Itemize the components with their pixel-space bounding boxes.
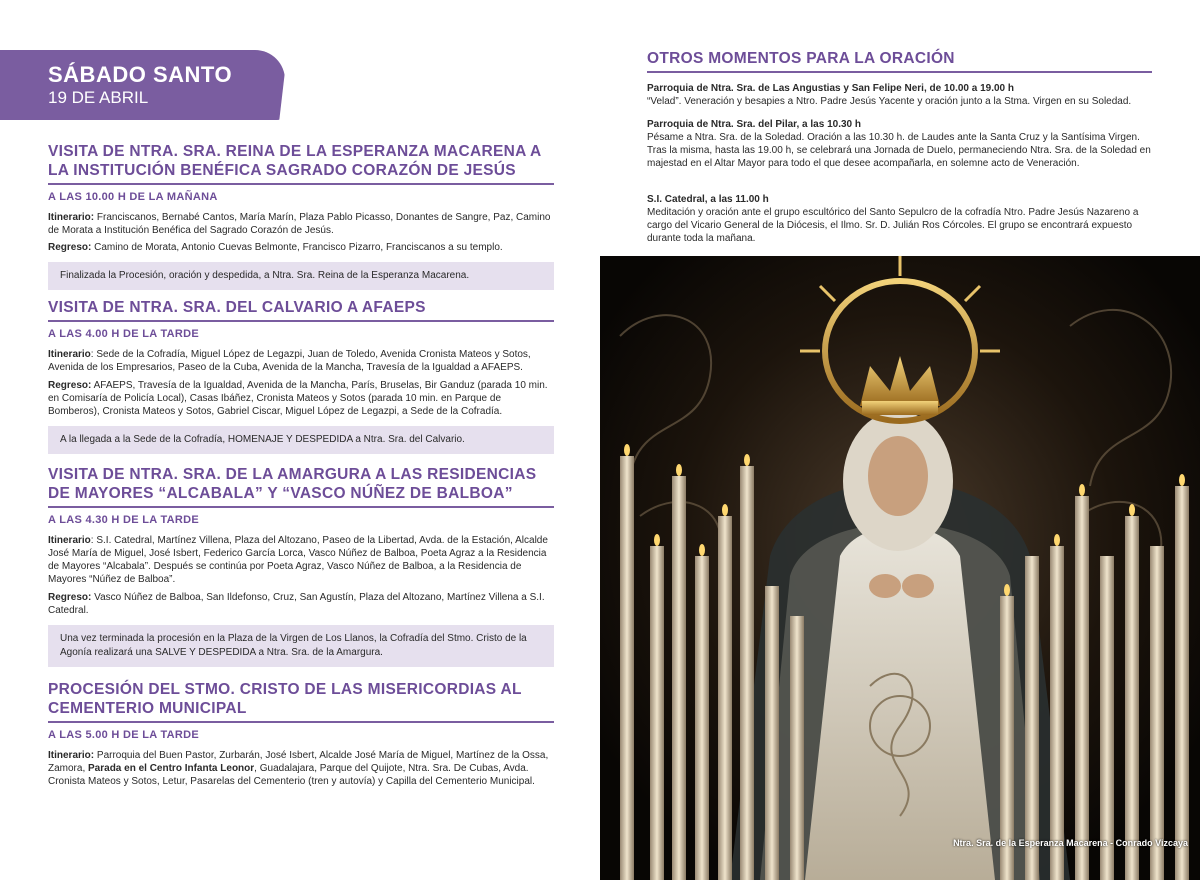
prayer-item: [647, 193, 1152, 245]
prayer-item: [647, 82, 1152, 108]
section-note: Finalizada la Procesión, oración y despedida, a Ntra. Sra. Reina de la Esperanza Macarena.: [48, 262, 554, 290]
otros-heading: OTROS MOMENTOS PARA LA ORACIÓN: [647, 50, 1152, 73]
section-time: A LAS 10.00 H DE LA MAÑANA: [48, 191, 218, 203]
prayer-item-title: Parroquia de Ntra. Sra. del Pilar, a las 10.30 h: [647, 119, 861, 130]
prayer-item-text: “Velad”. Veneración y besapies a Ntro. Padre Jesús Yacente y oración junto a la Stma. Virgen en su Soledad.: [647, 96, 1132, 107]
section-calvario: [48, 298, 554, 454]
return-route: Regreso: Camino de Morata, Antonio Cuevas Belmonte, Francisco Pizarro, Franciscanos a su templo.: [48, 242, 503, 253]
section-time: A LAS 4.30 H DE LA TARDE: [48, 514, 200, 526]
prayer-item-title: Parroquia de Ntra. Sra. de Las Angustias y San Felipe Neri, de 10.00 a 19.00 h: [647, 83, 1014, 94]
photo-caption: Ntra. Sra. de la Esperanza Macarena - Conrado Vizcaya: [953, 838, 1188, 848]
prayer-item-title: S.I. Catedral, a las 11.00 h: [647, 194, 769, 205]
section-note: A la llegada a la Sede de la Cofradía, HOMENAJE Y DESPEDIDA a Ntra. Sra. del Calvario.: [48, 426, 554, 454]
itinerary: Itinerario: S.I. Catedral, Martínez Villena, Plaza del Altozano, Paseo de la Libertad, Avda. de la Estación, Alcalde José María de Miguel, José Isbert, Federico García Lorca, Vasco Núñez de Balboa, Poeta Agraz a la Residencia de Mayores “Alcabala”. Después se continúa por Poeta Agraz, Vasco Núñez de Balboa, a la Residencia de Mayores “Núñez de Balboa”.: [48, 535, 548, 585]
section-title: VISITA DE NTRA. SRA. DE LA AMARGURA A LAS RESIDENCIAS DE MAYORES “ALCABALA” Y “VASCO NÚÑEZ DE BALBOA”: [48, 465, 554, 508]
day-title: SÁBADO SANTO: [48, 62, 233, 87]
prayer-item-text: Pésame a Ntra. Sra. de la Soledad. Oración a las 10.30 h. de Laudes ante la Santa Cruz y la Santísima Virgen. Tras la misma, hasta las 19.00 h, se celebrará una Jornada de Duelo, permaneciendo Ntra. Sra. de la Soledad en majestad en el Altar Mayor para todo el que desee acompañarla, en solemne acto de Veneración.: [647, 132, 1151, 169]
return-route: Regreso: AFAEPS, Travesía de la Igualdad, Avenida de la Mancha, París, Bruselas, Bir Ganduz (parada 10 min. en Comisaría de Policía Local), Casas Ibáñez, Cronista Mateos y Sotos (parada 10 min. en Parque de Bomberos), Cronista Mateos y Sotos, Gabriel Ciscar, Miguel López de Legazpi, a Sede de la Cofradía.: [48, 380, 548, 417]
section-note: Una vez terminada la procesión en la Plaza de la Virgen de Los Llanos, la Cofradía del Stmo. Cristo de la Agonía realizará una SALVE Y DESPEDIDA a Ntra. Sra. de la Amargura.: [48, 625, 554, 667]
section-title: VISITA DE NTRA. SRA. REINA DE LA ESPERANZA MACARENA A LA INSTITUCIÓN BENÉFICA SAGRADO CORAZÓN DE JESÚS: [48, 142, 554, 185]
itinerary: Itinerario: Parroquia del Buen Pastor, Zurbarán, José Isbert, Alcalde José María de Miguel, Martínez de la Ossa, Zamora, Parada en el Centro Infanta Leonor, Guadalajara, Parque del Quijote, Ntra. Sra. De Cubas, Avda. Cronista Mateos y Sotos, Letur, Pasarelas del Cementerio (tren y autovía) y Capilla del Cementerio Municipal.: [48, 750, 549, 787]
section-time: A LAS 5.00 H DE LA TARDE: [48, 729, 200, 741]
prayer-item: [647, 118, 1152, 170]
section-title: PROCESIÓN DEL STMO. CRISTO DE LAS MISERICORDIAS AL CEMENTERIO MUNICIPAL: [48, 680, 554, 723]
prayer-item-text: Meditación y oración ante el grupo escultórico del Santo Sepulcro de la cofradía Ntro. Padre Jesús Nazareno a cargo del Vicario General de la Diócesis, el Ilmo. Sr. D. Julián Ros Córcoles. El grupo se encontrará expuesto durante toda la mañana.: [647, 207, 1139, 244]
section-amargura: [48, 465, 554, 667]
section-time: A LAS 4.00 H DE LA TARDE: [48, 328, 200, 340]
day-date: 19 DE ABRIL: [48, 88, 149, 107]
virgin-image-illustration: [600, 256, 1200, 880]
itinerary: Itinerario: Sede de la Cofradía, Miguel López de Legazpi, Juan de Toledo, Avenida Cronista Mateos y Sotos, Avenida de los Empresarios, Paseo de la Cuba, Avenida de la Mancha, Travesía de la Igualdad a AFAEPS.: [48, 349, 531, 373]
return-route: Regreso: Vasco Núñez de Balboa, San Ildefonso, Cruz, San Agustín, Plaza del Altozano, Martínez Villena a S.I. Catedral.: [48, 592, 545, 616]
section-title: VISITA DE NTRA. SRA. DEL CALVARIO A AFAEPS: [48, 298, 554, 322]
virgin-photo: [600, 256, 1200, 880]
section-misericordias: [48, 680, 554, 788]
section-esperanza: [48, 142, 554, 290]
itinerary: Itinerario: Franciscanos, Bernabé Cantos, María Marín, Plaza Pablo Picasso, Donantes de Sangre, Paz, Camino de Morata a Institución Benéfica del Sagrado Corazón de Jesús.: [48, 212, 551, 236]
